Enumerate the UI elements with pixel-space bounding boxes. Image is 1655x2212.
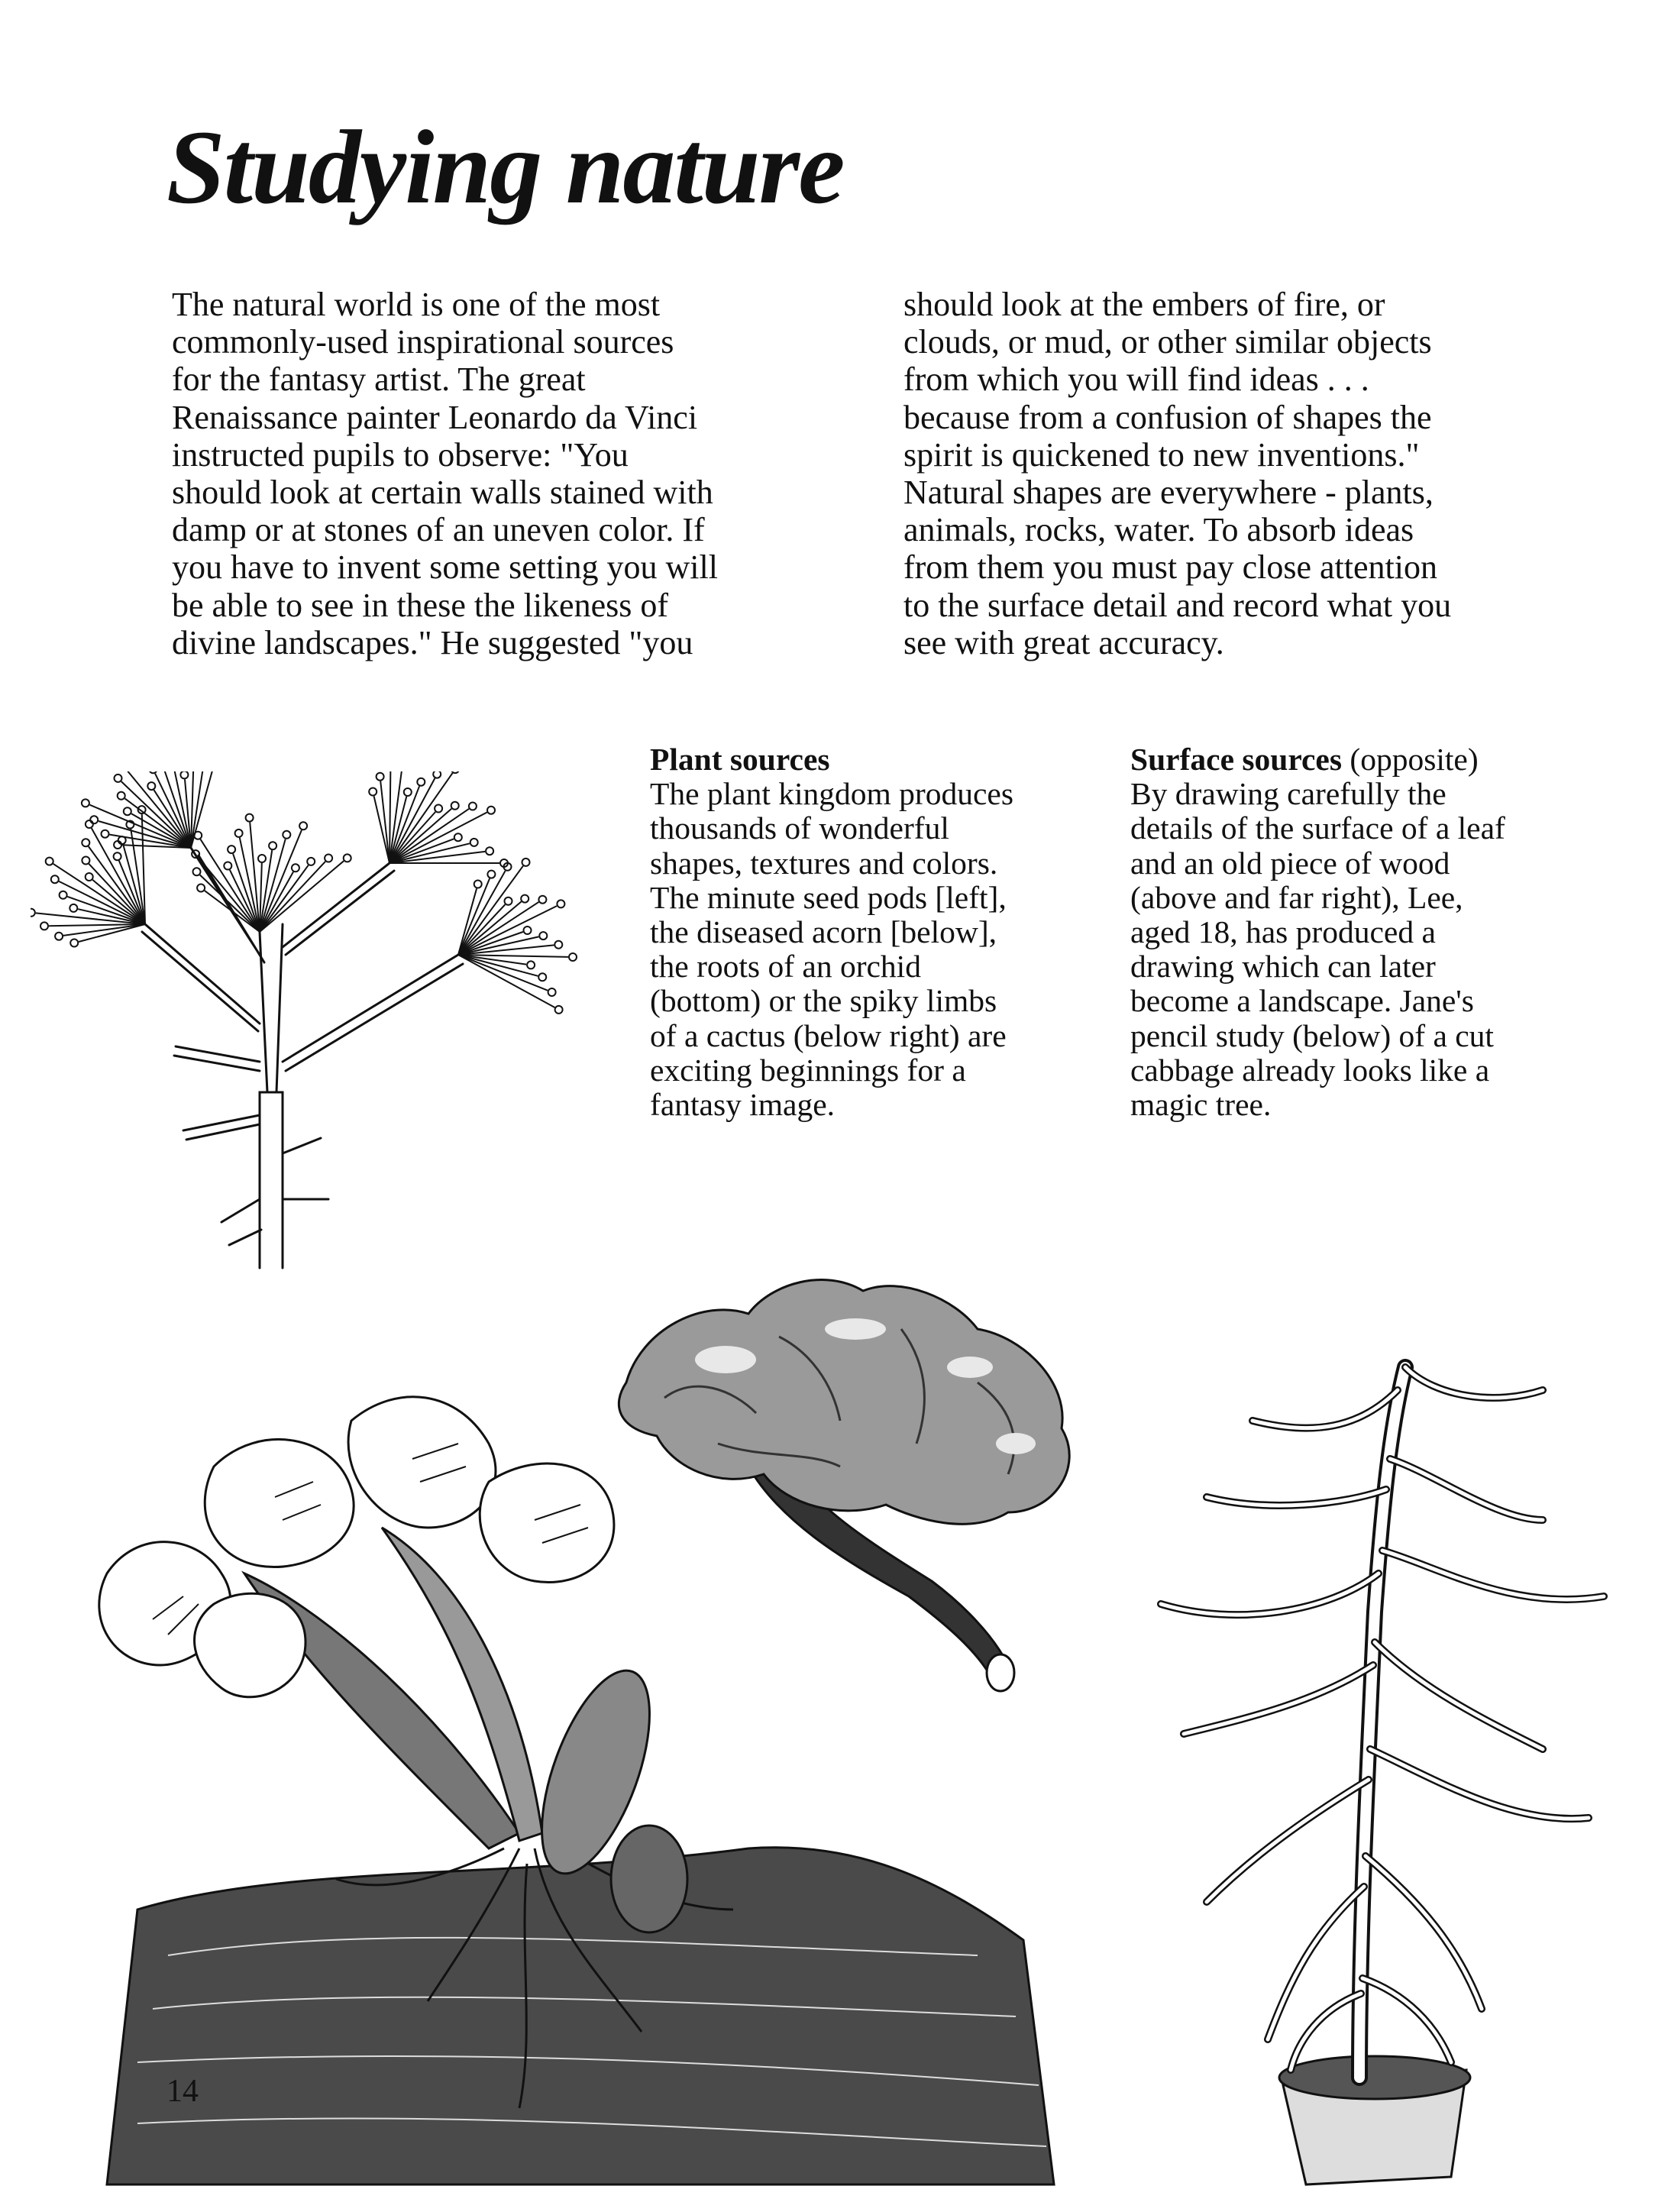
- seed-pod: [454, 833, 462, 841]
- seed-pod-stalk: [205, 891, 260, 932]
- caption-line: (above and far right), Lee,: [1130, 879, 1463, 915]
- seed-pod-stalk: [380, 781, 390, 863]
- seed-pod: [118, 792, 125, 800]
- seed-pod: [82, 857, 89, 865]
- seed-pod: [451, 802, 459, 810]
- seed-pod: [487, 871, 495, 878]
- caption-line: cabbage already looks like a: [1130, 1052, 1490, 1088]
- log-shape: [107, 1848, 1054, 2185]
- seed-pod: [235, 830, 243, 837]
- seed-pod: [417, 778, 425, 786]
- seed-pod: [86, 820, 93, 828]
- surface-sources-caption: [1130, 742, 1619, 1122]
- caption-line: of a cactus (below right) are: [650, 1017, 1007, 1053]
- seed-pod: [114, 852, 121, 860]
- caption-line: fantasy image.: [650, 1087, 835, 1123]
- surface-sources-heading: Surface sources: [1130, 742, 1343, 777]
- seed-pod-stalk: [79, 924, 145, 942]
- seed-pod-stalk: [260, 830, 302, 932]
- seed-pod: [46, 858, 53, 865]
- seed-pod: [40, 922, 48, 930]
- intro-line: damp or at stones of an uneven color. If: [172, 511, 705, 549]
- seed-pod-stalk: [458, 878, 490, 955]
- seed-pod: [150, 771, 157, 773]
- seed-pod: [435, 805, 442, 813]
- seed-pod: [283, 831, 290, 839]
- caption-line: aged 18, has produced a: [1130, 914, 1436, 950]
- seed-pod: [469, 803, 477, 810]
- intro-line: spirit is quickened to new inventions.": [903, 435, 1420, 474]
- seed-pod: [82, 839, 89, 846]
- seed-pod: [115, 775, 122, 782]
- diseased-acorn-illustration: [611, 1268, 1100, 1696]
- seed-pod-stalk: [374, 796, 390, 863]
- caption-line: the diseased acorn [below],: [650, 914, 997, 950]
- intro-line: should look at the embers of fire, or: [903, 286, 1385, 323]
- seed-pod: [527, 961, 535, 969]
- seed-pod: [70, 939, 78, 947]
- intro-line: because from a confusion of shapes the: [903, 398, 1432, 436]
- seed-pod: [194, 832, 202, 839]
- seed-pod: [197, 884, 205, 892]
- seed-pod: [539, 932, 547, 939]
- intro-line: clouds, or mud, or other similar objects: [903, 323, 1432, 361]
- seed-pod: [307, 858, 315, 865]
- intro-line: for the fantasy artist. The great: [172, 361, 586, 399]
- intro-line: you have to invent some setting you will: [172, 548, 718, 587]
- seed-pod: [538, 973, 546, 981]
- seed-pod: [299, 822, 307, 830]
- caption-line: exciting beginnings for a: [650, 1052, 966, 1088]
- intro-line: from which you will find ideas . . .: [903, 361, 1369, 399]
- seed-pod: [377, 773, 384, 781]
- caption-line: thousands of wonderful: [650, 810, 949, 846]
- seed-pod: [548, 988, 556, 996]
- intro-line: see with great accuracy.: [903, 623, 1224, 661]
- seed-pod-stalk: [240, 838, 260, 932]
- caption-line: the roots of an orchid: [650, 949, 921, 985]
- intro-line: be able to see in these the likeness of: [172, 586, 669, 624]
- intro-line: The natural world is one of the most: [172, 286, 661, 323]
- seed-pod: [522, 859, 530, 866]
- intro-line: Natural shapes are everywhere - plants,: [903, 474, 1434, 512]
- seed-pod: [51, 875, 59, 883]
- seed-pod: [524, 927, 532, 934]
- intro-column-right: [903, 286, 1614, 661]
- seed-pod: [258, 855, 266, 862]
- seed-pod: [55, 933, 63, 940]
- seed-pod: [505, 897, 512, 905]
- seed-pod-stalk: [458, 955, 548, 991]
- plant-sources-caption: [650, 742, 1078, 1122]
- seed-pod: [180, 771, 188, 778]
- seed-pod: [325, 855, 332, 862]
- seed-pod: [31, 909, 35, 917]
- seed-pod: [246, 814, 254, 822]
- caption-line: The plant kingdom produces: [650, 776, 1013, 812]
- caption-line: become a landscape. Jane's: [1130, 983, 1474, 1019]
- seed-pod-stalk: [260, 865, 309, 932]
- seed-pods-illustration: [31, 771, 626, 1276]
- caption-line: (bottom) or the spiky limbs: [650, 983, 997, 1019]
- seed-pod: [292, 864, 299, 872]
- seed-pod: [569, 953, 577, 961]
- intro-line: commonly-used inspirational sources: [172, 323, 674, 361]
- spiky-cactus-illustration: [1115, 1321, 1650, 2192]
- intro-column-left: [172, 286, 859, 661]
- seed-pod: [60, 891, 67, 899]
- caption-line: By drawing carefully the: [1130, 776, 1447, 812]
- caption-line: pencil study (below) of a cut: [1130, 1017, 1494, 1053]
- seed-pod: [521, 895, 529, 903]
- seed-pod: [193, 868, 201, 875]
- caption-line: shapes, textures and colors.: [650, 845, 998, 881]
- intro-line: Renaissance painter Leonardo da Vinci: [172, 398, 698, 436]
- seed-pod: [474, 881, 482, 888]
- seed-pod: [538, 896, 546, 904]
- seed-pod: [86, 873, 93, 881]
- page-title: Studying nature: [166, 108, 844, 225]
- seed-pod: [102, 830, 109, 838]
- seed-pod: [451, 771, 459, 773]
- seed-pod: [487, 807, 495, 814]
- seed-pod-stalk: [119, 861, 145, 924]
- intro-line: should look at certain walls stained with: [172, 474, 713, 512]
- caption-line: The minute seed pods [left],: [650, 879, 1007, 915]
- seed-pod-stalk: [90, 805, 192, 848]
- seed-pod: [114, 841, 121, 849]
- seed-pod: [82, 799, 89, 807]
- seed-pod: [404, 788, 412, 796]
- seed-pod: [344, 854, 351, 862]
- seed-pod: [90, 816, 98, 823]
- seed-pod: [147, 782, 155, 790]
- intro-line: divine landscapes." He suggested "you: [172, 623, 693, 661]
- seed-pod-stalk: [458, 955, 538, 976]
- seed-pod: [557, 900, 564, 907]
- seed-pod: [470, 839, 478, 846]
- seed-pod-stalk: [458, 866, 523, 955]
- seed-pod: [555, 1006, 563, 1014]
- seed-pod: [124, 807, 131, 815]
- intro-line: animals, rocks, water. To absorb ideas: [903, 511, 1414, 549]
- intro-line: instructed pupils to observe: "You: [172, 435, 629, 474]
- seed-pod: [228, 846, 235, 853]
- seed-pod: [486, 847, 493, 855]
- seed-pod: [69, 904, 77, 912]
- seed-pod: [118, 836, 126, 844]
- caption-line: magic tree.: [1130, 1087, 1272, 1123]
- caption-line: drawing which can later: [1130, 949, 1436, 985]
- seed-pod: [369, 788, 377, 796]
- surface-sources-heading-suffix: (opposite): [1342, 742, 1479, 777]
- page-number: 14: [166, 2074, 199, 2109]
- seed-pod: [269, 842, 276, 849]
- plant-sources-heading: Plant sources: [650, 742, 830, 777]
- seed-pod-stalk: [89, 846, 145, 924]
- intro-line: to the surface detail and record what you: [903, 586, 1452, 624]
- seed-pod: [433, 771, 441, 778]
- seed-pod: [554, 941, 562, 949]
- caption-line: and an old piece of wood: [1130, 845, 1450, 881]
- caption-line: details of the surface of a leaf: [1130, 810, 1505, 846]
- seed-pod: [224, 862, 231, 870]
- seed-pod-stalk: [260, 861, 344, 932]
- seed-pod-stalk: [191, 771, 221, 848]
- intro-line: from them you must pay close attention: [903, 548, 1437, 587]
